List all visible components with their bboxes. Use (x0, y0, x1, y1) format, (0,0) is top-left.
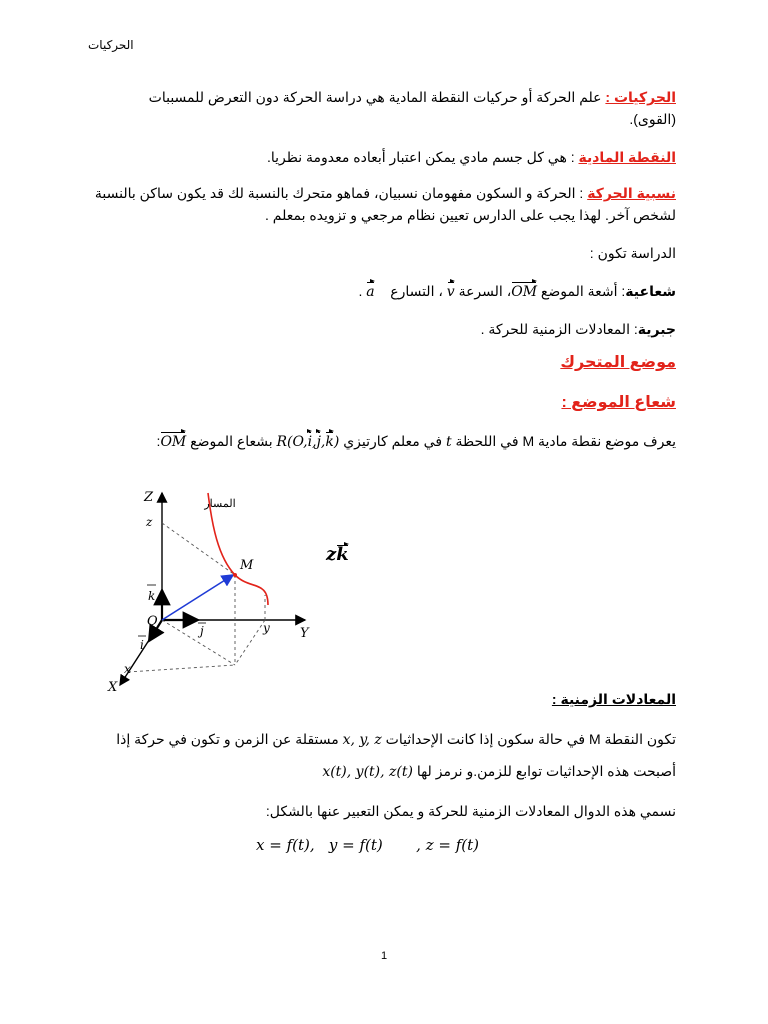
coordinate-figure (100, 485, 330, 695)
vector-end: . (358, 283, 367, 299)
study-algebraic-line (86, 318, 676, 340)
definition-kinematics (86, 86, 676, 130)
definition-kinematics-text2: (القوى). (629, 111, 676, 127)
section-heading-time-equations: المعادلات الزمنية : (551, 691, 676, 707)
vector-text: : أشعة الموضع (537, 283, 626, 299)
z-label: z (146, 515, 153, 529)
M-label: M (240, 558, 254, 573)
Z-label: Z (144, 490, 154, 505)
term-material-point: النقطة المادية (578, 149, 676, 165)
xyz-t-vars: x(t), y(t), z(t) (322, 764, 413, 780)
section-heading-position-vector: شعاع الموضع : (561, 394, 676, 411)
i-label: i (140, 638, 144, 652)
om-vector: OM (511, 281, 537, 303)
om-position-vector (162, 575, 233, 620)
definition-material-point-text: : هي كل جسم مادي يمكن اعتبار أبعاده معدومة نظريا. (266, 149, 579, 165)
study-intro: الدراسة تكون : (589, 245, 676, 261)
position-def-t: t (445, 434, 452, 450)
O-label: O (147, 614, 158, 629)
position-definition (76, 430, 676, 453)
page-header: الحركيات (88, 38, 134, 52)
vector-label: شعاعية (625, 283, 676, 299)
algebraic-text: : المعادلات الزمنية للحركة . (480, 321, 638, 337)
side-fragment: zk (326, 544, 349, 565)
definition-kinematics-text: علم الحركة أو حركيات النقطة المادية هي دراسة الحركة دون التعرض للمسببات (148, 89, 606, 105)
X-label: X (108, 680, 118, 695)
v-vector: v (447, 281, 455, 303)
y-label: y (263, 621, 270, 635)
position-def-M: M (522, 433, 535, 449)
point-M (233, 573, 237, 577)
position-def-c: في معلم كارتيزي (339, 433, 446, 449)
term-relativity: نسبية الحركة (587, 185, 676, 201)
time-equations-formula: x = f(t), y = f(t) , z = f(t) (256, 836, 479, 854)
x-label: x (124, 662, 131, 676)
term-kinematics: الحركيات : (605, 89, 676, 105)
a-vector: a (366, 281, 374, 303)
position-def-colon: : (156, 433, 161, 449)
xyz-vars: x, y, z (342, 732, 382, 748)
definition-relativity (86, 182, 676, 226)
Y-label: Y (300, 626, 309, 641)
position-def-a: يعرف موضع نقطة مادية (534, 433, 676, 449)
j-label: j (200, 624, 204, 638)
section-heading-moving-position: موضع المتحرك (560, 354, 676, 371)
frame-notation: R(O,i,j,k) (277, 431, 340, 453)
om-vector-2: OM (160, 431, 186, 453)
k-label: k (148, 589, 156, 603)
path-label: المسار (204, 498, 236, 510)
time-equations-line2: أصبحت هذه الإحداثيات توابع للزمن.و نرمز لها x(t), y(t), z(t) (76, 760, 676, 783)
time-equations-line1: تكون النقطة M في حالة سكون إذا كانت الإحداثيات x, y, z مستقلة عن الزمن و تكون في حركة إذا (76, 728, 676, 751)
position-def-d: بشعاع الموضع (186, 433, 277, 449)
position-def-b: في اللحظة (451, 433, 523, 449)
algebraic-label: جبرية (637, 321, 676, 337)
definition-relativity-text: : الحركة و السكون مفهومان نسبيان، فماهو متحرك بالنسبة لك قد يكون ساكن بالنسبة (94, 185, 588, 201)
vector-acc: ، التسارع (386, 283, 447, 299)
study-vector-line (86, 280, 676, 303)
vector-speed: ، السرعة (454, 283, 512, 299)
page-number: 1 (381, 950, 388, 962)
time-equations-line3: نسمي هذه الدوال المعادلات الزمنية للحركة و يمكن التعبير عنها بالشكل: (265, 803, 676, 819)
definition-relativity-text2: لشخص آخر. لهذا يجب على الدارس تعيين نظام مرجعي و تزويده بمعلم . (265, 207, 676, 223)
definition-material-point (86, 146, 676, 168)
